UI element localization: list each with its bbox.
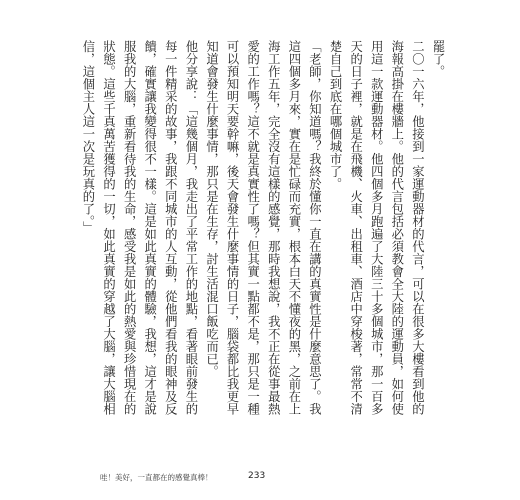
paragraph: 二〇一六年，他接到一家運動器材的代言，可以在很多大樓看到他的海報高掛在樓牆上。他的代言包括必須教會全大陸的運動員，如何使用這一款運動器材。他四個多月跑遍了大陸三十多個城市，那一百多天的日子裡，就是在飛機、火車、出租車、酒店中穿梭著，常常不清楚自己到底在哪個城市了。 bbox=[328, 40, 425, 415]
paragraph: 罷了。 bbox=[431, 40, 445, 78]
running-title: 哇！美好，一直都在的感覺真棒！ bbox=[100, 473, 213, 482]
page-number: 233 bbox=[248, 471, 266, 481]
body-text bbox=[48, 40, 448, 420]
paragraph: 「老師，你知道嗎？我終於懂你一直在講的真實性是什麼意思了。我這四個多月來，實在是忙碌而充實，根本白天不懂夜的黑，之前在上海工作五年，完全沒有這樣的感覺，那時我想說，我不正在從事最熱愛的工作嗎？這不就是真實性了嗎？但其實一點都不是，那只是一種可以預知明天要幹嘛，後天會發生什麼事情的日子，腦袋都比我更早知道會發生什麼事情，那只是在生存，討生活混口飯吃而已。 bbox=[204, 40, 322, 415]
paragraph: 他分享說：「這幾個月，我走出了平常工作的地點，看著眼前發生的每一件精采的故事，我跟不同城市的人互動，從他們看我的眼神及反饋，確實讓我變得很不一樣。這是如此真實的體驗，我想，這才是說服我的大腦，重新看待我的生命，感受我是如此的熱愛與珍惜現在的狀態。這些千真萬苦獲得的一切，如此真實的穿越了大腦，讓大腦相信，這個主人這一次是玩真的了。」 bbox=[80, 40, 198, 415]
page-footer bbox=[0, 470, 520, 486]
